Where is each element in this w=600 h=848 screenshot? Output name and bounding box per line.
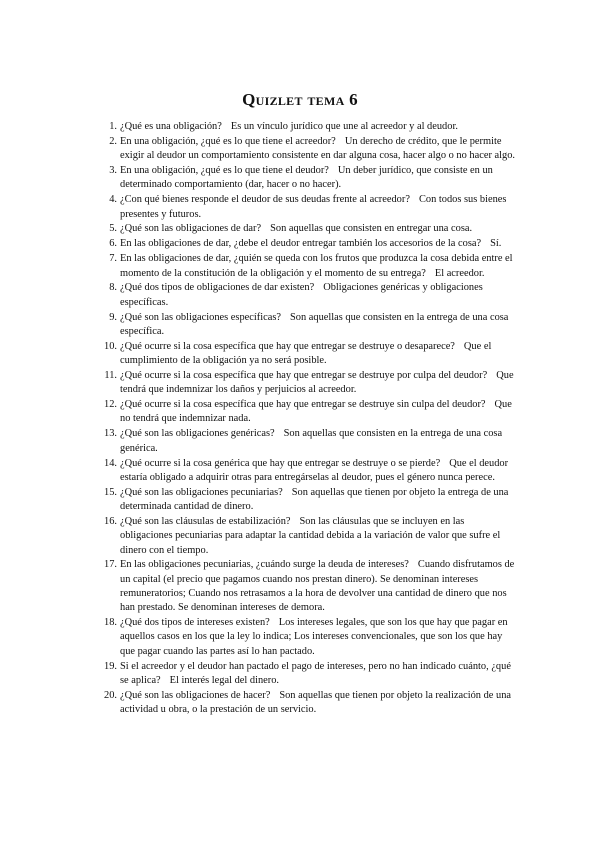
answer-text: Los intereses legales, que son los que hay que pagar en aquellos casos en los que la ley lo indica; Los intereses convencionales, que son los que hay que pagar cuando las partes así lo han pactado. [120,617,508,657]
answer-text: Que tendrá que indemnizar los daños y perjuicios al acreedor. [120,369,514,396]
list-item [100,616,518,659]
list-item [100,340,518,369]
answer-text: Son aquellas que tienen por objeto la entrega de una determinada cantidad de dinero. [120,486,509,513]
question-text: ¿Qué ocurre si la cosa genérica que hay que entregar se destruye o se pierde? [120,457,441,469]
item-number: 20. [104,689,117,701]
item-number: 2. [109,135,117,147]
list-item [100,164,518,193]
question-text: ¿Qué dos tipos de intereses existen? [120,617,270,629]
list-item [100,398,518,427]
list-item [100,120,518,134]
list-item [100,193,518,222]
question-text: En una obligación, ¿qué es lo que tiene el deudor? [120,165,329,177]
answer-text: Un derecho de crédito, que le permite exigir al deudor un comportamiento consistente en dar alguna cosa, hacer algo o no hacer algo. [120,135,515,162]
item-number: 11. [104,369,117,381]
list-item [100,222,518,236]
list-item [100,135,518,164]
question-text: ¿Qué son las cláusulas de estabilización? [120,515,291,527]
list-item [100,457,518,486]
question-list [100,120,518,718]
answer-text: Son aquellas que consisten en entregar una cosa. [270,223,473,235]
item-number: 14. [104,457,117,469]
item-number: 6. [109,238,117,250]
question-text: En las obligaciones pecuniarias, ¿cuándo surge la deuda de intereses? [120,559,409,571]
page-title: Quizlet tema 6 [242,90,358,109]
question-text: ¿Qué ocurre si la cosa específica que hay que entregar se destruye sin culpa del deudor? [120,399,486,411]
list-item [100,281,518,310]
item-number: 12. [104,399,117,411]
answer-text: Son las cláusulas que se incluyen en las obligaciones pecuniarias para adaptar la cantidad debida a la variación de valor que sufre el dinero con el tiempo. [120,515,501,556]
list-item [100,369,518,398]
answer-text: Son aquellas que consisten en la entrega de una cosa específica. [120,311,509,337]
item-number: 9. [109,311,117,323]
answer-text: Que el deudor estaría obligado a adquirir otras para entregárselas al deudor, pues el género nunca perece. [120,457,509,483]
question-text: ¿Qué es una obligación? [120,121,222,132]
answer-text: Que el cumplimiento de la obligación ya no será posible. [120,340,492,367]
question-text: En una obligación, ¿qué es lo que tiene el acreedor? [120,135,336,147]
list-item [100,515,518,558]
item-number: 18. [104,617,117,629]
item-number: 16. [104,515,117,527]
answer-text: Sí. [490,238,502,250]
question-text: Si el acreedor y el deudor han pactado el pago de intereses, pero no han indicado cuánto, ¿qué se aplica? [120,660,511,686]
question-text: ¿Con qué bienes responde el deudor de sus deudas frente al acreedor? [120,194,410,206]
question-text: ¿Qué son las obligaciones de dar? [120,223,262,235]
list-item [100,237,518,251]
item-number: 8. [109,282,117,294]
answer-text: Son aquellas que consisten en la entrega de una cosa genérica. [120,428,503,454]
question-text: En las obligaciones de dar, ¿quién se queda con los frutos que produzca la cosa debida entre el momento de la constitución de la obligación y el momento de su entrega? [120,253,513,279]
item-number: 3. [109,165,117,177]
list-item [100,486,518,515]
item-number: 4. [109,194,117,206]
item-number: 13. [104,428,117,440]
question-text: ¿Qué ocurre si la cosa específica que hay que entregar se destruye por culpa del deudor? [120,369,488,381]
question-text: ¿Qué son las obligaciones de hacer? [120,689,271,701]
question-text: En las obligaciones de dar, ¿debe el deudor entregar también los accesorios de la cosa? [120,238,482,250]
answer-text: Son aquellas que tienen por objeto la realización de una actividad u obra, o la prestación de un servicio. [120,689,512,716]
item-number: 15. [104,486,117,498]
list-item [100,660,518,689]
item-number: 19. [104,660,117,672]
answer-text: Que no tendrá que indemnizar nada. [120,399,512,425]
answer-text: Obligaciones genéricas y obligaciones específicas. [120,282,483,308]
list-item [100,558,518,615]
list-item [100,311,518,340]
answer-text: El interés legal del dinero. [169,674,280,686]
question-text: ¿Qué son las obligaciones pecuniarias? [120,486,283,498]
list-item [100,252,518,281]
question-text: ¿Qué dos tipos de obligaciones de dar existen? [120,282,315,294]
answer-text: Cuando disfrutamos de un capital (el precio que pagamos cuando nos prestan dinero). Se denominan intereses remuneratorios; Cuando nos retrasamos a la hora de devolver una cantidad de dinero que nos han prestado. Se denominan intereses de demora. [120,559,515,614]
question-text: ¿Qué son las obligaciones genéricas? [120,428,275,440]
item-number: 10. [104,340,117,352]
item-number: 17. [104,559,117,571]
answer-text: Es un vínculo jurídico que une al acreedor y al deudor. [230,121,458,132]
answer-text: Un deber jurídico, que consiste en un determinado comportamiento (dar, hacer o no hacer). [120,165,493,191]
item-number: 7. [109,253,117,265]
answer-text: Con todos sus bienes presentes y futuros. [120,194,507,220]
item-number: 1. [109,121,117,132]
list-item [100,689,518,718]
answer-text: El acreedor. [434,267,485,279]
item-number: 5. [109,223,117,235]
question-text: ¿Qué ocurre si la cosa específica que hay que entregar se destruye o desaparece? [120,340,455,352]
list-item [100,427,518,456]
question-text: ¿Qué son las obligaciones específicas? [120,311,281,323]
